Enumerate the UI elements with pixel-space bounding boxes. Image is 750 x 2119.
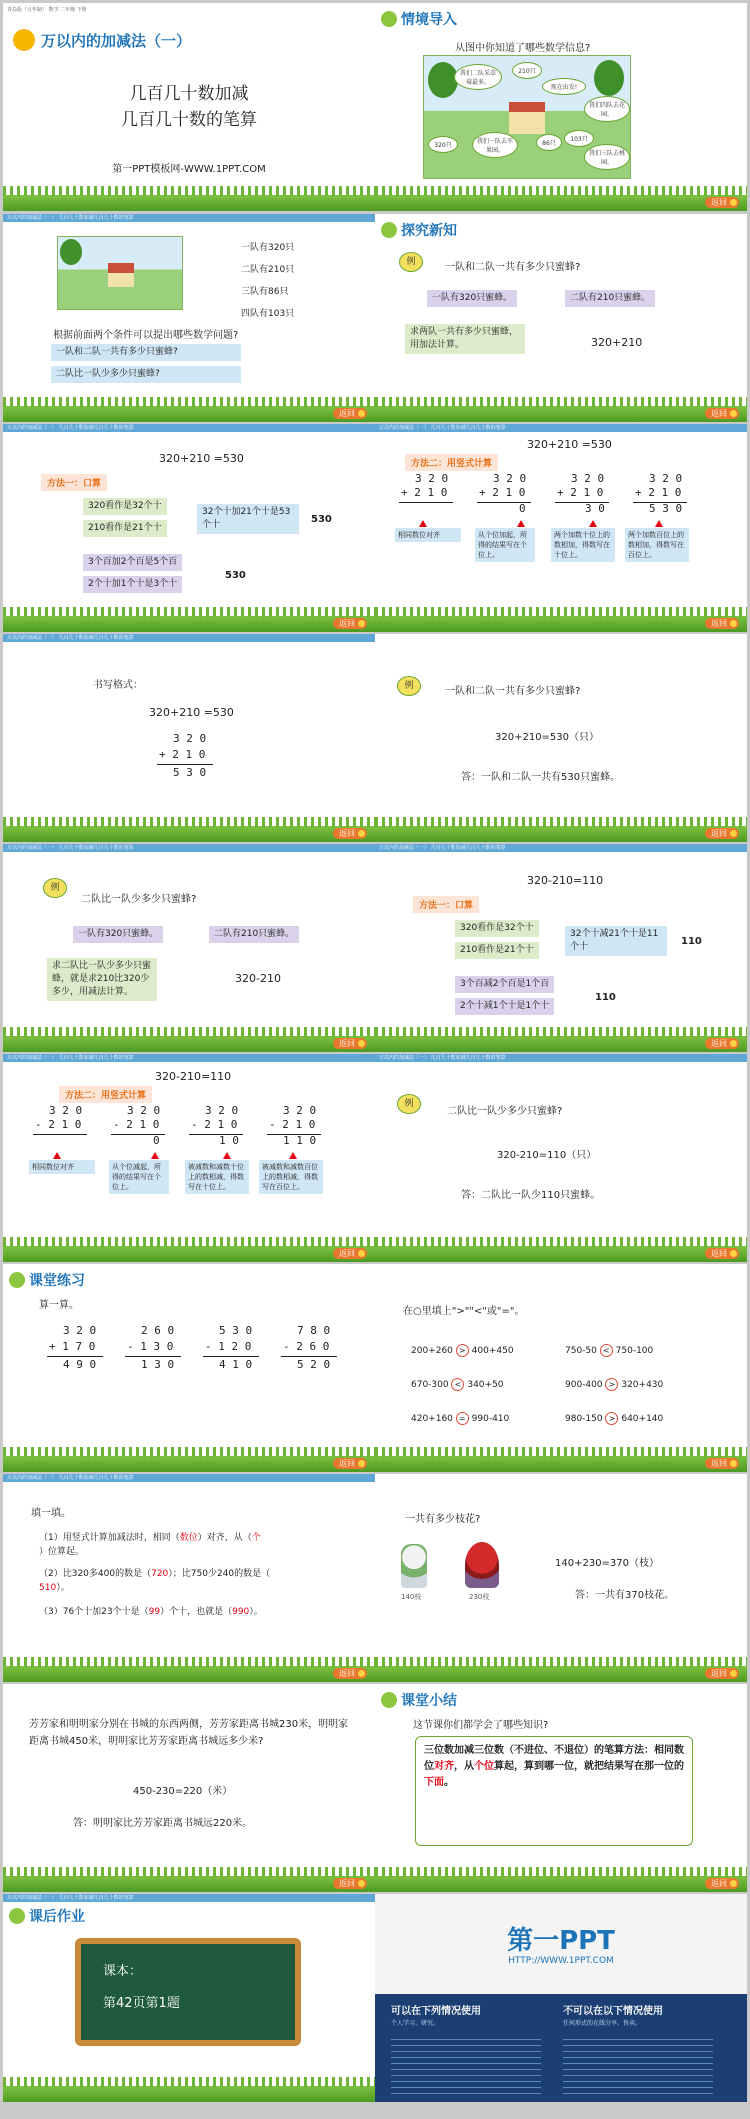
section-title: 课堂练习: [29, 1273, 85, 1289]
section-head: [381, 1690, 457, 1710]
slide-5: [3, 424, 375, 632]
info-box: 二队有210只蜜蜂。: [565, 290, 655, 307]
link-list: [563, 2034, 713, 2094]
answer: 答：二队比一队少110只蜜蜂。: [461, 1190, 601, 1201]
compare-row: [411, 1412, 509, 1425]
fill-line-2: （2）比320多400的数是（720）；比750少240的数是（: [39, 1569, 271, 1579]
vertical-line: 3 2 0: [173, 732, 207, 745]
left-expr: 420+160: [411, 1414, 453, 1424]
scene-illustration: [57, 236, 183, 310]
question-box: 二队比一队少多少只蜜蜂?: [51, 366, 241, 383]
header-bar: 万以内的加减法（一） 几百几十数加减几百几十数的笔算: [3, 844, 375, 852]
vertical-line: - 2 1 0: [269, 1118, 316, 1131]
leaf-icon: [9, 1908, 25, 1924]
compare-circle[interactable]: >: [605, 1378, 618, 1391]
flower-bouquet-icon: [465, 1542, 499, 1588]
compare-row: [411, 1378, 504, 1391]
back-button[interactable]: 返回: [705, 1458, 739, 1469]
grass: [375, 195, 747, 211]
example-badge: 例: [397, 676, 421, 696]
left-expr: 980-150: [565, 1414, 603, 1424]
prompt: 根据前面两个条件可以提出哪些数学问题?: [53, 330, 239, 341]
note: 相同数位对齐: [29, 1160, 95, 1174]
arrow-up-icon: [517, 520, 525, 527]
note: 两个加数十位上的数相加，得数写在十位上。: [551, 528, 615, 562]
section-title: 课后作业: [29, 1909, 85, 1925]
slide-7: [3, 634, 375, 842]
vertical-line: 3 2 0: [49, 1104, 83, 1117]
note: 从个位减起，所得的结果写在个位上。: [109, 1160, 169, 1194]
result: 110: [595, 992, 616, 1003]
right-expr: 640+140: [621, 1414, 664, 1424]
compare-row: [565, 1378, 663, 1391]
step-box: 32个十加21个十是53个十: [197, 504, 299, 534]
question-box: 一队和二队一共有多少只蜜蜂?: [51, 344, 241, 361]
vertical-result: 5 3 0: [173, 766, 207, 779]
example-badge: 例: [399, 252, 423, 272]
compare-row: [565, 1344, 653, 1357]
slide-9: [3, 844, 375, 1052]
compare-row: [411, 1344, 514, 1357]
equation: 320-210=110（只）: [497, 1150, 597, 1161]
note: 从个位加起，所得的结果写在个位上。: [475, 528, 535, 562]
right-expr: 320+430: [621, 1380, 664, 1390]
back-button[interactable]: 返回: [705, 408, 739, 419]
slide-8: [375, 634, 747, 842]
grass: [3, 1666, 375, 1682]
expression: 320+210: [591, 336, 643, 349]
keyword: 下面: [424, 1777, 444, 1788]
vertical-line: 3 2 0: [649, 472, 683, 485]
fill-line-2b: 510）。: [39, 1583, 70, 1593]
grass: [375, 1456, 747, 1472]
step-box: 2个十加1个十是3个十: [83, 576, 182, 593]
answer-value: 99: [148, 1607, 161, 1617]
grass: [375, 1036, 747, 1052]
method-tag: 方法一：口算: [41, 474, 107, 491]
answer: 答：一共有370枝花。: [575, 1590, 675, 1601]
tree: [428, 62, 458, 98]
vertical-line: 3 2 0: [493, 472, 527, 485]
back-button[interactable]: 返回: [705, 828, 739, 839]
back-button[interactable]: 返回: [705, 1878, 739, 1889]
equation: 320-210=110: [527, 874, 604, 887]
section-title: 探究新知: [401, 223, 457, 239]
brand-url: HTTP://WWW.1PPT.COM: [508, 1956, 614, 1966]
result: 530: [311, 514, 332, 525]
problem-result: 1 3 0: [141, 1358, 175, 1371]
beehive-house: [509, 102, 545, 134]
problem-line: 3 2 0: [63, 1324, 97, 1337]
speech-bubble: 现在出发!: [542, 78, 586, 95]
back-button[interactable]: 返回: [705, 1668, 739, 1679]
grass: [3, 826, 375, 842]
license-panel: [375, 1994, 747, 2102]
flower-count: 140枝: [401, 1593, 422, 1601]
section-title: 课堂小结: [401, 1693, 457, 1709]
header-bar: 万以内的加减法（一） 几百几十数加减几百几十数的笔算: [375, 1054, 747, 1062]
arrow-up-icon: [53, 1152, 61, 1159]
link-list: [391, 2034, 541, 2094]
method-tag: 方法二：用竖式计算: [59, 1086, 152, 1103]
method-tag: 方法一：口算: [413, 896, 479, 913]
section-head: [9, 1270, 85, 1290]
slide-3: [3, 214, 375, 422]
problem-line: - 1 2 0: [205, 1340, 252, 1353]
vertical-line: 3 2 0: [283, 1104, 317, 1117]
slide-19: [3, 1894, 375, 2102]
divider: [281, 1356, 337, 1357]
vertical-line: + 2 1 0: [635, 486, 682, 499]
count-bubble: 86只: [536, 134, 562, 151]
back-button[interactable]: 返回: [333, 408, 367, 419]
right-expr: 990-410: [471, 1414, 510, 1424]
fill-line-3: （3）76个十加23个十是（99）个十，也就是（990）。: [39, 1607, 263, 1617]
fill-line-1b: ）位算起。: [39, 1547, 85, 1557]
compare-circle[interactable]: <: [451, 1378, 464, 1391]
problem-line: 5 3 0: [219, 1324, 253, 1337]
slide-17: [3, 1684, 375, 1892]
divider: [399, 502, 453, 503]
grass: [3, 1036, 375, 1052]
vertical-line: 3 2 0: [205, 1104, 239, 1117]
hint-box: 求二队比一队少多少只蜜蜂，就是求210比320少多少，用减法计算。: [47, 958, 157, 1001]
header-bar: 万以内的加减法（一） 几百几十数加减几百几十数的笔算: [3, 1894, 375, 1902]
slide-13: [3, 1264, 375, 1472]
unit-title: 万以内的加减法（一）: [41, 31, 192, 50]
answer-value: 720: [151, 1569, 169, 1579]
fill-line-1: （1）用竖式计算加减法时，相同（数位）对齐，从（个: [39, 1533, 261, 1543]
step-box: 3个百减2个百是1个百: [455, 976, 554, 993]
question: 一队和二队一共有多少只蜜蜂?: [445, 262, 581, 273]
vertical-line: - 2 1 0: [113, 1118, 160, 1131]
problem-result: 4 1 0: [219, 1358, 253, 1371]
scene-illustration: [423, 55, 631, 179]
grass: [3, 195, 375, 211]
divider: [47, 1356, 103, 1357]
problem-line: + 1 7 0: [49, 1340, 96, 1353]
equation: 320+210 =530: [527, 438, 612, 451]
left-expr: 900-400: [565, 1380, 603, 1390]
header-bar: 万以内的加减法（一） 几百几十数加减几百几十数的笔算: [375, 424, 747, 432]
slide-18: [375, 1684, 747, 1892]
slide-14: [375, 1264, 747, 1472]
speech-bubble: 我们二队采草莓最多。: [454, 64, 502, 90]
header-bar: 万以内的加减法（一） 几百几十数加减几百几十数的笔算: [3, 634, 375, 642]
answer-value: 个: [251, 1533, 261, 1543]
question: 一队和二队一共有多少只蜜蜂?: [445, 686, 581, 697]
problem-line: 2 6 0: [141, 1324, 175, 1337]
result: 110: [681, 936, 702, 947]
method-tag: 方法二：用竖式计算: [405, 454, 498, 471]
answer-value: 990: [232, 1607, 250, 1617]
header-bar: 万以内的加减法（一） 几百几十数加减几百几十数的笔算: [3, 424, 375, 432]
expression: 320-210: [235, 972, 281, 985]
problem-line: 7 8 0: [297, 1324, 331, 1337]
fact-1: 一队有320只: [241, 243, 295, 253]
title-bar: [13, 29, 191, 51]
book-icon: [13, 29, 35, 51]
vertical-line: 3 2 0: [415, 472, 449, 485]
fact-4: 四队有103只: [241, 309, 295, 319]
answer: 答：明明家比芳芳家距离书城远220米。: [73, 1818, 253, 1829]
hint-box: 求两队一共有多少只蜜蜂，用加法计算。: [405, 324, 525, 354]
arrow-up-icon: [655, 520, 663, 527]
arrow-up-icon: [289, 1152, 297, 1159]
equation: 320+210=530（只）: [495, 732, 600, 743]
vertical-line: + 2 1 0: [159, 748, 206, 761]
step-box: 2个十减1个十是1个十: [455, 998, 554, 1015]
section-head: [9, 1906, 85, 1926]
vertical-line: + 2 1 0: [479, 486, 526, 499]
example-badge: 例: [43, 878, 67, 898]
back-button[interactable]: 返回: [333, 618, 367, 629]
leaf-icon: [381, 222, 397, 238]
grass: [375, 1876, 747, 1892]
note: 两个加数百位上的数相加，得数写在百位上。: [625, 528, 689, 562]
keyword: 对齐: [434, 1761, 454, 1772]
vertical-result: 1 1 0: [283, 1134, 317, 1147]
answer-value: 数位: [179, 1533, 198, 1543]
summary-box: 三位数加减三位数（不进位、不退位）的笔算方法：相同数位对齐，从个位算起，算到哪一位，就把结果写在那一位的下面。: [415, 1736, 693, 1846]
slide-4: [375, 214, 747, 422]
allowed-heading: 可以在下列情况使用: [391, 2006, 481, 2017]
vertical-result: 0: [153, 1134, 160, 1147]
chalkboard: [75, 1938, 301, 2046]
step-box: 32个十减21个十是11个十: [565, 926, 667, 956]
header-bar: 万以内的加减法（一） 几百几十数加减几百几十数的笔算: [3, 214, 375, 222]
speech-bubble: 我们一队去苹果园。: [472, 132, 518, 158]
left-expr: 670-300: [411, 1380, 449, 1390]
problem-result: 4 9 0: [63, 1358, 97, 1371]
result: 530: [225, 570, 246, 581]
left-expr: 200+260: [411, 1346, 453, 1356]
compare-circle[interactable]: >: [605, 1412, 618, 1425]
vertical-result: 5 3 0: [649, 502, 683, 515]
arrow-up-icon: [589, 520, 597, 527]
slide-10: [375, 844, 747, 1052]
equation: 320+210 =530: [149, 706, 234, 719]
site-label: 第一PPT模板网-WWW.1PPT.COM: [112, 164, 266, 175]
slide-6: [375, 424, 747, 632]
compare-row: [565, 1412, 663, 1425]
problem-line: - 2 6 0: [283, 1340, 330, 1353]
vertical-line: 3 2 0: [571, 472, 605, 485]
vertical-line: 3 2 0: [127, 1104, 161, 1117]
step-box: 320看作是32个十: [83, 498, 167, 515]
grass: [3, 2086, 375, 2102]
slide-11: [3, 1054, 375, 1262]
divider: [157, 764, 213, 765]
subtitle: 算一算。: [39, 1300, 79, 1311]
info-box: 一队有320只蜜蜂。: [73, 926, 163, 943]
grass: [3, 406, 375, 422]
beehive-house: [108, 263, 134, 287]
instruction: 填一填。: [31, 1508, 71, 1519]
grass: [375, 1246, 747, 1262]
word-problem: 芳芳家和明明家分别在书城的东西两侧，芳芳家距离书城230米，明明家距离书城450米，明明家比芳芳家距离书城远多少米?: [29, 1719, 349, 1747]
grass: [375, 616, 747, 632]
brand-logo: 第一PPT: [507, 1926, 615, 1956]
arrow-up-icon: [419, 520, 427, 527]
equation: 450-230=220（米）: [133, 1786, 233, 1797]
slide-16: [375, 1474, 747, 1682]
leaf-icon: [381, 11, 397, 27]
arrow-up-icon: [151, 1152, 159, 1159]
slide-15: [3, 1474, 375, 1682]
vertical-line: + 2 1 0: [557, 486, 604, 499]
speech-bubble: 我们四队去花园。: [584, 96, 630, 122]
back-button[interactable]: 返回: [705, 1248, 739, 1259]
left-expr: 750-50: [565, 1346, 597, 1356]
grass: [375, 826, 747, 842]
back-button[interactable]: 返回: [705, 197, 739, 208]
slide-20: [375, 1894, 747, 2102]
vertical-result: 0: [519, 502, 526, 515]
forbidden-sub: 任何形式的在线分享、售卖。: [563, 2020, 642, 2027]
section-head: [381, 220, 457, 240]
answer-value: 510: [39, 1583, 57, 1593]
tree: [594, 60, 624, 96]
homework-item: 第42页第1题: [103, 1996, 180, 2011]
question: 二队比一队少多少只蜜蜂?: [81, 894, 197, 905]
header-bar: 万以内的加减法（一） 几百几十数加减几百几十数的笔算: [375, 844, 747, 852]
back-button[interactable]: 返回: [333, 828, 367, 839]
note: 被减数和减数十位上的数相减，得数写在十位上。: [185, 1160, 249, 1194]
back-button[interactable]: 返回: [333, 1668, 367, 1679]
grass: [3, 1246, 375, 1262]
back-button[interactable]: 返回: [333, 1458, 367, 1469]
grass: [3, 1456, 375, 1472]
equation: 320-210=110: [155, 1070, 232, 1083]
equation: 320+210 =530: [159, 452, 244, 465]
speech-bubble: 我们三队去桃园。: [584, 144, 630, 170]
vertical-line: + 2 1 0: [401, 486, 448, 499]
header-info: 青岛版（五年制） 数学 二年级 下册: [7, 7, 87, 13]
problem-result: 5 2 0: [297, 1358, 331, 1371]
right-expr: 400+450: [471, 1346, 514, 1356]
header-bar: 万以内的加减法（一） 几百几十数加减几百几十数的笔算: [3, 1474, 375, 1482]
lesson-title-2: 几百几十数的笔算: [121, 110, 257, 130]
grass: [375, 406, 747, 422]
vertical-result: 3 0: [585, 502, 605, 515]
arrow-up-icon: [223, 1152, 231, 1159]
flower-vase-icon: [401, 1544, 427, 1588]
divider: [33, 1134, 87, 1135]
compare-circle[interactable]: =: [456, 1412, 469, 1425]
step-box: 210看作是21个十: [83, 520, 167, 537]
count-bubble: 103只: [564, 130, 594, 147]
header-bar: 万以内的加减法（一） 几百几十数加减几百几十数的笔算: [3, 1054, 375, 1062]
note: 相同数位对齐: [395, 528, 461, 542]
keyword: 个位: [474, 1761, 494, 1772]
vertical-line: - 2 1 0: [35, 1118, 82, 1131]
step-box: 320看作是32个十: [455, 920, 539, 937]
divider: [125, 1356, 181, 1357]
compare-circle[interactable]: <: [600, 1344, 613, 1357]
question: 二队比一队少多少只蜜蜂?: [447, 1106, 563, 1117]
leaf-icon: [9, 1272, 25, 1288]
question: 从图中你知道了哪些数学信息?: [455, 43, 591, 54]
answer: 答：一队和二队一共有530只蜜蜂。: [461, 772, 621, 783]
vertical-result: 1 0: [219, 1134, 239, 1147]
right-expr: 750-100: [615, 1346, 654, 1356]
right-expr: 340+50: [467, 1380, 504, 1390]
question: 一共有多少枝花?: [405, 1514, 481, 1525]
grass: [375, 1666, 747, 1682]
instruction: 在○里填上">""<"或"="。: [403, 1306, 525, 1317]
divider: [203, 1356, 259, 1357]
forbidden-heading: 不可以在以下情况使用: [563, 2006, 663, 2017]
equation: 140+230=370（枝）: [555, 1558, 660, 1569]
back-button[interactable]: 返回: [705, 1038, 739, 1049]
compare-circle[interactable]: >: [456, 1344, 469, 1357]
vertical-line: - 2 1 0: [191, 1118, 238, 1131]
homework-label: 课本：: [103, 1964, 143, 1979]
lesson-title-1: 几百几十数加减: [129, 84, 249, 104]
question: 这节课你们都学会了哪些知识?: [413, 1720, 549, 1731]
step-box: 3个百加2个百是5个百: [83, 554, 182, 571]
fact-2: 二队有210只: [241, 265, 295, 275]
info-box: 二队有210只蜜蜂。: [209, 926, 299, 943]
slide-2: [375, 3, 747, 211]
count-bubble: 320只: [428, 136, 458, 153]
back-button[interactable]: 返回: [705, 618, 739, 629]
count-bubble: 210只: [512, 62, 542, 79]
slide-12: [375, 1054, 747, 1262]
info-box: 一队有320只蜜蜂。: [427, 290, 517, 307]
tree: [60, 239, 82, 265]
leaf-icon: [381, 1692, 397, 1708]
example-badge: 例: [397, 1094, 421, 1114]
allowed-sub: 个人学习、研究。: [391, 2020, 440, 2027]
flower-count: 230枝: [469, 1593, 490, 1601]
slide-1: [3, 3, 375, 211]
back-button[interactable]: 返回: [333, 1878, 367, 1889]
step-box: 210看作是21个十: [455, 942, 539, 959]
grass: [3, 1876, 375, 1892]
fact-3: 三队有86只: [241, 287, 289, 297]
section-title: 情境导入: [401, 12, 457, 28]
section-head: [381, 9, 457, 29]
back-button[interactable]: 返回: [333, 1248, 367, 1259]
back-button[interactable]: 返回: [333, 1038, 367, 1049]
problem-line: - 1 3 0: [127, 1340, 174, 1353]
format-label: 书写格式：: [93, 680, 143, 691]
note: 被减数和减数百位上的数相减，得数写在百位上。: [259, 1160, 323, 1194]
grass: [3, 616, 375, 632]
